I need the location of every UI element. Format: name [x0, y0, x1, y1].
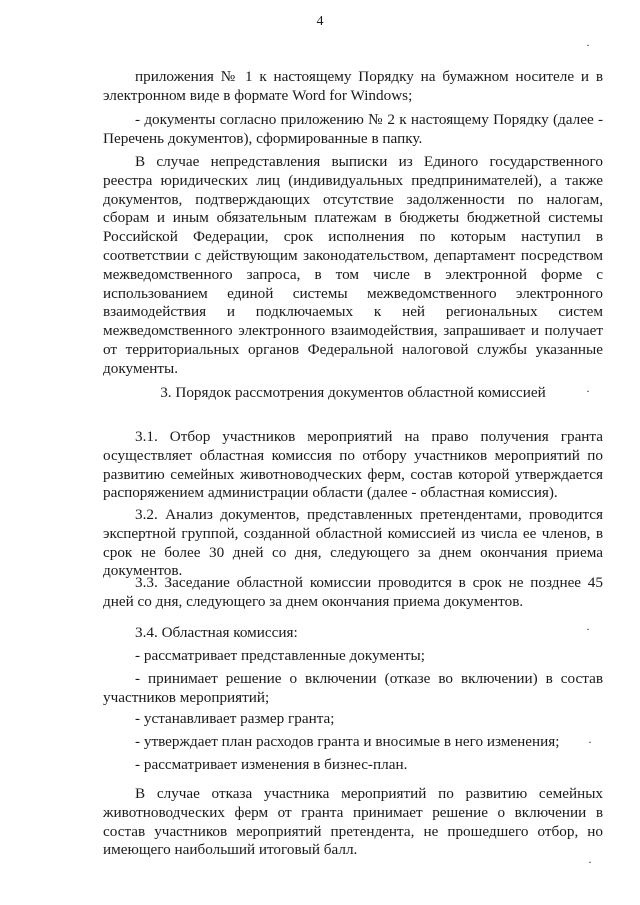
paragraph-3-3: 3.3. Заседание областной комиссии проводится в срок не позднее 45 дней со дня, следующего за днем окончания приема документов.: [103, 574, 603, 610]
scan-speck: ·: [586, 622, 590, 636]
paragraph-final: В случае отказа участника мероприятий по развитию семейных животноводческих ферм от гранта принимает решение о включении в состав участников мероприятий претендента, не прошедшего отбор, но имеющего наибольший итоговый балл.: [103, 785, 603, 859]
section-heading: 3. Порядок рассмотрения документов областной комиссией: [160, 384, 546, 401]
scan-speck: ·: [586, 384, 590, 398]
paragraph-3-1: 3.1. Отбор участников мероприятий на право получения гранта осуществляет областная комиссия по отбору участников мероприятий по развитию семейных животноводческих ферм, состав которой утверждается распоряжением администрации области (далее - областная комиссия).: [103, 428, 603, 502]
paragraph-1: приложения № 1 к настоящему Порядку на бумажном носителе и в электронном виде в формате Word for Windows;: [103, 68, 603, 104]
list-item-2: - принимает решение о включении (отказе во включении) в состав участников мероприятий;: [103, 670, 603, 706]
paragraph-2: - документы согласно приложению № 2 к настоящему Порядку (далее - Перечень документов), сформированные в папку.: [103, 111, 603, 147]
scan-speck: ·: [586, 38, 590, 52]
list-item-5: - рассматривает изменения в бизнес-план.: [135, 756, 408, 773]
list-item-4: - утверждает план расходов гранта и вносимые в него изменения;: [135, 733, 560, 750]
page-number: 4: [316, 14, 324, 29]
scan-speck: ·: [588, 855, 592, 869]
list-item-1: - рассматривает представленные документы;: [135, 647, 425, 664]
paragraph-3-2: 3.2. Анализ документов, представленных претендентами, проводится экспертной группой, созданной областной комиссией из числа ее членов, в срок не более 30 дней со дня, следующего за днем окончания приема документов.: [103, 506, 603, 580]
list-item-3: - устанавливает размер гранта;: [135, 710, 335, 727]
paragraph-3-4: 3.4. Областная комиссия:: [135, 624, 298, 641]
scan-speck: ·: [588, 735, 592, 749]
paragraph-3: В случае непредставления выписки из Единого государственного реестра юридических лиц (индивидуальных предпринимателей), а также документов, подтверждающих отсутствие задолженности по налогам, сборам и иным обязательным платежам в бюджеты бюджетной системы Российской Федерации, срок исполнения по которым наступил в соответствии с действующим законодательством, департамент посредством межведомственного запроса, в том числе в электронной форме с использованием единой системы межведомственного электронного взаимодействия и подключаемых к ней региональных систем межведомственного электронного взаимодействия, запрашивает и получает от территориальных органов Федеральной налоговой службы указанные документы.: [103, 153, 603, 377]
